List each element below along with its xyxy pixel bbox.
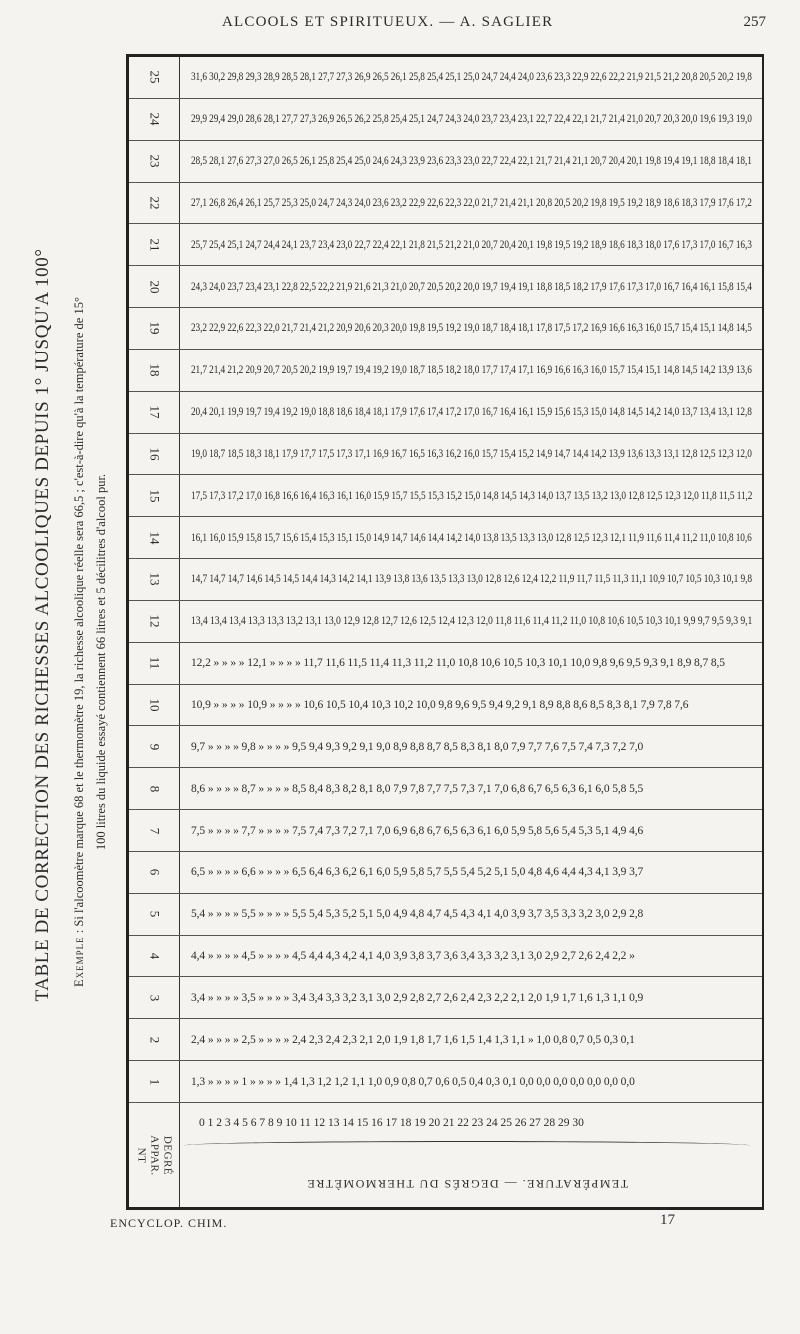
column-values-cell (179, 183, 762, 224)
column-values-cell (179, 810, 762, 851)
column-values-cell (179, 350, 762, 391)
column-degree-header (129, 350, 179, 391)
column-values: 7,5 » » » » 7,7 » » » » 7,5 7,4 7,3 7,2 7,1 7,0 6,9 6,8 6,7 6,5 6,3 6,1 6,0 5,9 5,8 5,6 5,4 5,3 5,1 4,9 4,6 (191, 824, 644, 837)
column-values-cell (179, 685, 762, 726)
column-values-cell (179, 936, 762, 977)
column-degree-label: 15 (147, 489, 162, 503)
column-values: 10,9 » » » » 10,9 » » » » 10,6 10,5 10,4 10,3 10,2 10,0 9,8 9,6 9,5 9,4 9,2 9,1 8,9 8,8 8,6 8,5 8,3 8,1 7,9 7,8 7,6 (191, 699, 689, 711)
column-degree-header (129, 1019, 179, 1060)
column-degree-label: 19 (147, 321, 162, 335)
column-values: 21,7 21,4 21,2 20,9 20,7 20,5 20,2 19,9 19,7 19,4 19,2 19,0 18,7 18,5 18,2 18,0 17,7 17,4 17,1 16,9 16,6 16,3 16,0 15,7 15,4 15,1 14,8 14,5 14,2 13,9 13,6 (191, 364, 752, 377)
column-degree-header (129, 726, 179, 767)
column-degree-label: 22 (147, 196, 162, 210)
column-values: 13,4 13,4 13,4 13,3 13,3 13,2 13,1 13,0 12,9 12,8 12,7 12,6 12,5 12,4 12,3 12,0 11,8 11,6 11,4 11,2 11,0 10,8 10,6 10,5 10,3 10,1 9,9 9,7 9,5 9,3 9,1 (191, 615, 753, 628)
column-degree-label: 16 (147, 447, 162, 461)
example-text: : Si l'alcoomètre marque 68 et le thermomètre 19, la richesse alcoolique réelle sera 66,5 ; c'est-à-dire qu'à la température de 15° (72, 297, 86, 937)
degree-column-19 (129, 308, 762, 350)
column-degree-header (129, 768, 179, 809)
temperature-label: TEMPÉRATURE. — DEGRÉS DU THERMOMÈTRE (305, 1177, 629, 1191)
degree-column-23 (129, 141, 762, 183)
column-degree-header (129, 475, 179, 516)
degree-column-9 (129, 726, 762, 768)
column-values-cell (179, 392, 762, 433)
degree-column-1 (129, 1061, 762, 1103)
column-values: 19,0 18,7 18,5 18,3 18,1 17,9 17,7 17,5 17,3 17,1 16,9 16,7 16,5 16,3 16,2 16,0 15,7 15,4 15,2 14,9 14,7 14,4 14,2 13,9 13,6 13,3 13,1 12,8 12,5 12,3 12,0 (191, 447, 752, 460)
column-degree-label: 13 (147, 572, 162, 586)
degree-column-2 (129, 1019, 762, 1061)
column-degree-header (129, 392, 179, 433)
column-degree-header (129, 57, 179, 98)
column-degree-header (129, 183, 179, 224)
degree-column-20 (129, 266, 762, 308)
degree-column-7 (129, 810, 762, 852)
column-degree-label: 17 (147, 405, 162, 419)
temperature-row (129, 1103, 762, 1207)
column-degree-label: 23 (147, 154, 162, 168)
column-degree-header (129, 517, 179, 558)
column-degree-label: 14 (147, 531, 162, 545)
column-degree-header (129, 1061, 179, 1102)
degree-column-8 (129, 768, 762, 810)
column-degree-header (129, 810, 179, 851)
page-number: 257 (743, 14, 766, 30)
column-values: 25,7 25,4 25,1 24,7 24,4 24,1 23,7 23,4 23,0 22,7 22,4 22,1 21,8 21,5 21,2 21,0 20,7 20,4 20,1 19,8 19,5 19,2 18,9 18,6 18,3 18,0 17,6 17,3 17,0 16,7 16,3 (191, 238, 752, 251)
running-head (0, 14, 800, 36)
column-degree-label: 6 (147, 869, 162, 876)
degree-column-12 (129, 601, 762, 643)
degree-column-25 (129, 57, 762, 99)
column-degree-header (129, 99, 179, 140)
column-degree-label: 8 (147, 785, 162, 792)
temperature-label-cell (187, 1103, 747, 1207)
footer-encyclopedia: ENCYCLOP. CHIM. (110, 1216, 228, 1230)
column-values: 17,5 17,3 17,2 17,0 16,8 16,6 16,4 16,3 16,1 16,0 15,9 15,7 15,5 15,3 15,2 15,0 14,8 14,5 14,3 14,0 13,7 13,5 13,2 13,0 12,8 12,5 12,3 12,0 11,8 11,5 11,2 (191, 489, 753, 502)
column-degree-label: 21 (147, 238, 162, 252)
degree-column-17 (129, 392, 762, 434)
degree-column-5 (129, 894, 762, 936)
column-degree-label: 3 (147, 994, 162, 1002)
table-title: TABLE DE CORRECTION DES RICHESSES ALCOOLIQUES DEPUIS 1° JUSQU'A 100° (32, 248, 53, 1002)
column-values: 24,3 24,0 23,7 23,4 23,1 22,8 22,5 22,2 21,9 21,6 21,3 21,0 20,7 20,5 20,2 20,0 19,7 19,4 19,1 18,8 18,5 18,2 17,9 17,6 17,3 17,0 16,7 16,4 16,1 15,8 15,4 (191, 280, 752, 293)
degree-header-label: DEGRÉ APPAR. NT (135, 1134, 174, 1176)
degree-column-13 (129, 559, 762, 601)
column-degree-header (129, 936, 179, 977)
example-line-2: 100 litres du liquide essayé contiennent 66 litres et 5 décilitres d'alcool pur. (94, 473, 108, 851)
column-values: 16,1 16,0 15,9 15,8 15,7 15,6 15,4 15,3 15,1 15,0 14,9 14,7 14,6 14,4 14,2 14,0 13,8 13,5 13,3 13,0 12,8 12,5 12,3 12,1 11,9 11,6 11,4 11,2 11,0 10,8 10,6 (191, 531, 752, 544)
degree-header-cell (129, 1103, 179, 1207)
column-values-cell (179, 57, 762, 98)
column-values-cell (179, 894, 762, 935)
column-values: 31,6 30,2 29,8 29,3 28,9 28,5 28,1 27,7 27,3 26,9 26,5 26,1 25,8 25,4 25,1 25,0 24,7 24,4 24,0 23,6 23,3 22,9 22,6 22,2 21,9 21,5 21,2 20,8 20,5 20,2 19,8 (191, 71, 752, 84)
column-degree-header (129, 141, 179, 182)
column-values-cell (179, 601, 762, 642)
column-degree-label: 7 (147, 827, 162, 834)
column-values-cell (179, 768, 762, 809)
column-values: 6,5 » » » » 6,6 » » » » 6,5 6,4 6,3 6,2 6,1 6,0 5,9 5,8 5,7 5,5 5,4 5,2 5,1 5,0 4,8 4,6 4,4 4,3 4,1 3,9 3,7 (191, 866, 644, 879)
column-values-cell (179, 224, 762, 265)
column-values: 29,9 29,4 29,0 28,6 28,1 27,7 27,3 26,9 26,5 26,2 25,8 25,4 25,1 24,7 24,3 24,0 23,7 23,4 23,1 22,7 22,4 22,1 21,7 21,4 21,0 20,7 20,3 20,0 19,6 19,3 19,0 (191, 113, 752, 126)
degree-column-15 (129, 475, 762, 517)
correction-table (126, 54, 764, 1210)
column-values: 28,5 28,1 27,6 27,3 27,0 26,5 26,1 25,8 25,4 25,0 24,6 24,3 23,9 23,6 23,3 23,0 22,7 22,4 22,1 21,7 21,4 21,1 20,7 20,4 20,1 19,8 19,4 19,1 18,8 18,4 18,1 (191, 155, 752, 168)
column-degree-header (129, 643, 179, 684)
column-degree-header (129, 224, 179, 265)
column-degree-label: 18 (147, 363, 162, 377)
column-values-cell (179, 434, 762, 475)
column-values-cell (179, 475, 762, 516)
column-degree-label: 1 (147, 1078, 162, 1085)
degree-column-24 (129, 99, 762, 141)
column-values-cell (179, 726, 762, 767)
degree-column-4 (129, 936, 762, 978)
column-degree-header (129, 434, 179, 475)
column-degree-header (129, 308, 179, 349)
column-values: 3,4 » » » » 3,5 » » » » 3,4 3,4 3,3 3,2 3,1 3,0 2,9 2,8 2,7 2,6 2,4 2,3 2,2 2,1 2,0 1,9 1,7 1,6 1,3 1,1 0,9 (191, 991, 644, 1004)
degree-column-3 (129, 977, 762, 1019)
column-values-cell (179, 517, 762, 558)
degree-column-21 (129, 224, 762, 266)
column-degree-label: 12 (147, 614, 162, 628)
footer-signature: 17 (660, 1212, 675, 1228)
column-degree-label: 4 (147, 952, 162, 960)
column-values: 12,2 » » » » 12,1 » » » » 11,7 11,6 11,5 11,4 11,3 11,2 11,0 10,8 10,6 10,5 10,3 10,1 10,0 9,8 9,6 9,5 9,3 9,1 8,9 8,7 8,5 (191, 657, 725, 670)
column-values-cell (179, 1061, 762, 1102)
column-degree-label: 25 (147, 70, 162, 84)
column-values-cell (179, 977, 762, 1018)
column-degree-label: 20 (147, 280, 162, 294)
page-running-title: ALCOOLS ET SPIRITUEUX. — A. SAGLIER (222, 14, 554, 30)
column-degree-label: 5 (147, 910, 162, 918)
column-degree-header (129, 266, 179, 307)
column-degree-header (129, 559, 179, 600)
degree-column-11 (129, 643, 762, 685)
degree-column-14 (129, 517, 762, 559)
column-degree-header (129, 685, 179, 726)
column-degree-header (129, 852, 179, 893)
column-values: 9,7 » » » » 9,8 » » » » 9,5 9,4 9,3 9,2 9,1 9,0 8,9 8,8 8,7 8,5 8,3 8,1 8,0 7,9 7,7 7,6 7,5 7,4 7,3 7,2 7,0 (191, 740, 644, 753)
column-values: 14,7 14,7 14,7 14,6 14,5 14,5 14,4 14,3 14,2 14,1 13,9 13,8 13,6 13,5 13,3 13,0 12,8 12,6 12,4 12,2 11,9 11,7 11,5 11,3 11,1 10,9 10,7 10,5 10,3 10,1 9,8 (191, 573, 752, 586)
column-values: 8,6 » » » » 8,7 » » » » 8,5 8,4 8,3 8,2 8,1 8,0 7,9 7,8 7,7 7,5 7,3 7,1 7,0 6,8 6,7 6,5 6,3 6,1 6,0 5,8 5,5 (191, 782, 644, 795)
column-degree-label: 11 (147, 656, 162, 670)
column-degree-label: 10 (147, 698, 162, 712)
example-line-1 (72, 177, 92, 1107)
degree-column-18 (129, 350, 762, 392)
example-label: Exemple (72, 936, 86, 987)
column-degree-header (129, 977, 179, 1018)
column-values: 2,4 » » » » 2,5 » » » » 2,4 2,3 2,4 2,3 2,1 2,0 1,9 1,8 1,7 1,6 1,5 1,4 1,3 1,1 » 1,0 0,8 0,7 0,5 0,3 0,1 (191, 1033, 635, 1046)
degree-column-16 (129, 434, 762, 476)
column-values: 1,3 » » » » 1 » » » » 1,4 1,3 1,2 1,2 1,1 1,0 0,9 0,8 0,7 0,6 0,5 0,4 0,3 0,1 0,0 0,0 0,0 0,0 0,0 0,0 0,0 (191, 1075, 635, 1088)
column-degree-header (129, 601, 179, 642)
column-degree-label: 2 (147, 1036, 162, 1043)
column-degree-label: 9 (147, 743, 162, 751)
degree-column-10 (129, 685, 762, 727)
column-values: 27,1 26,8 26,4 26,1 25,7 25,3 25,0 24,7 24,3 24,0 23,6 23,2 22,9 22,6 22,3 22,0 21,7 21,4 21,1 20,8 20,5 20,2 19,8 19,5 19,2 18,9 18,6 18,3 17,9 17,6 17,2 (191, 196, 752, 209)
column-values-cell (179, 852, 762, 893)
degree-column-6 (129, 852, 762, 894)
column-degree-label: 24 (147, 112, 162, 126)
degree-column-22 (129, 183, 762, 225)
column-degree-header (129, 894, 179, 935)
column-values-cell (179, 99, 762, 140)
column-values: 20,4 20,1 19,9 19,7 19,4 19,2 19,0 18,8 18,6 18,4 18,1 17,9 17,6 17,4 17,2 17,0 16,7 16,4 16,1 15,9 15,6 15,3 15,0 14,8 14,5 14,2 14,0 13,7 13,4 13,1 12,8 (191, 406, 752, 419)
column-values-cell (179, 266, 762, 307)
column-values-cell (179, 1019, 762, 1060)
temperature-values: 0 1 2 3 4 5 6 7 8 9 10 11 12 13 14 15 16 17 18 19 20 21 22 23 24 25 26 27 28 29 30 (199, 1117, 584, 1129)
column-values-cell (179, 559, 762, 600)
column-values: 4,4 » » » » 4,5 » » » » 4,5 4,4 4,3 4,2 4,1 4,0 3,9 3,8 3,7 3,6 3,4 3,3 3,2 3,1 3,0 2,9 2,7 2,6 2,4 2,2 » (191, 950, 635, 963)
column-values-cell (179, 643, 762, 684)
column-values-cell (179, 308, 762, 349)
column-values: 5,4 » » » » 5,5 » » » » 5,5 5,4 5,3 5,2 5,1 5,0 4,9 4,8 4,7 4,5 4,3 4,1 4,0 3,9 3,7 3,5 3,3 3,2 3,0 2,9 2,8 (191, 908, 644, 921)
column-values-cell (179, 141, 762, 182)
column-values: 23,2 22,9 22,6 22,3 22,0 21,7 21,4 21,2 20,9 20,6 20,3 20,0 19,8 19,5 19,2 19,0 18,7 18,4 18,1 17,8 17,5 17,2 16,9 16,6 16,3 16,0 15,7 15,4 15,1 14,8 14,5 (191, 322, 752, 335)
